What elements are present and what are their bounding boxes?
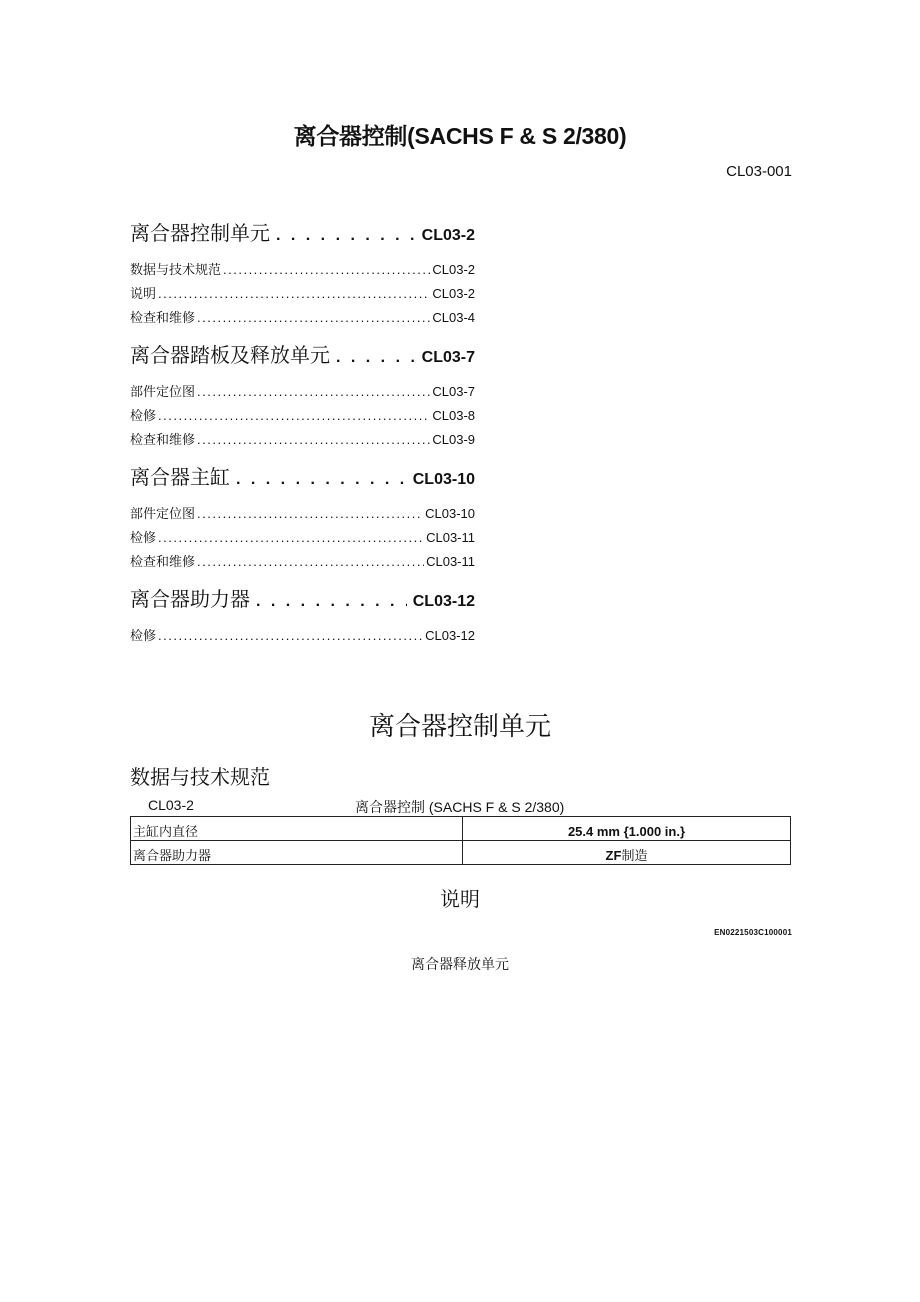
toc-item-label: 检查和维修	[130, 555, 196, 570]
toc-leader-dots	[158, 404, 430, 428]
table-row	[131, 841, 791, 865]
toc-heading-page: CL03-7	[421, 349, 475, 366]
toc-item-label: 检查和维修	[130, 433, 196, 448]
toc-heading-label: 离合器主缸	[130, 467, 230, 489]
toc-section	[130, 216, 475, 338]
toc-leader-dots	[236, 462, 407, 498]
toc-leader-dots	[223, 258, 430, 282]
toc-item-link[interactable]	[130, 380, 475, 404]
toc-section	[130, 460, 475, 582]
toc-item-page: CL03-2	[432, 262, 475, 277]
toc-item-label: 检修	[130, 531, 157, 546]
description-code: EN0221503C100001	[714, 928, 792, 937]
toc-leader-dots	[197, 380, 430, 404]
toc-item-page: CL03-11	[426, 530, 475, 545]
toc-item-link[interactable]	[130, 428, 475, 452]
toc-leader-dots	[276, 218, 416, 254]
toc-heading-label: 离合器踏板及释放单元	[130, 345, 330, 367]
toc-item-link[interactable]	[130, 258, 475, 282]
toc-heading-label: 离合器控制单元	[130, 223, 270, 245]
toc-leader-dots	[336, 340, 416, 376]
toc-item-label: 说明	[130, 287, 157, 302]
toc-item-page: CL03-2	[432, 286, 475, 301]
page-reference-title: 离合器控制 (SACHS F & S 2/380)	[355, 799, 565, 815]
spec-value-bold: 25.4 mm {1.000 in.}	[567, 824, 686, 839]
toc-heading-link[interactable]	[130, 338, 475, 374]
toc-item-label: 检修	[130, 409, 157, 424]
toc-item-link[interactable]	[130, 624, 475, 648]
toc-leader-dots	[256, 584, 407, 620]
toc-item-page: CL03-11	[426, 554, 475, 569]
description-title: 说明	[440, 889, 480, 911]
toc-item-page: CL03-4	[432, 310, 475, 325]
toc-heading-link[interactable]	[130, 460, 475, 496]
toc-item-page: CL03-8	[432, 408, 475, 423]
toc-item-link[interactable]	[130, 526, 475, 550]
toc-item-page: CL03-9	[432, 432, 475, 447]
spec-table	[130, 816, 791, 865]
toc-item-page: CL03-10	[425, 506, 475, 521]
toc-section	[130, 338, 475, 460]
toc-leader-dots	[197, 550, 424, 574]
toc-item-label: 部件定位图	[130, 507, 196, 522]
spec-value	[463, 841, 791, 865]
toc-item-link[interactable]	[130, 404, 475, 428]
page-reference-code: CL03-2	[148, 797, 194, 813]
toc-heading-page: CL03-10	[412, 471, 475, 488]
subsection-title: 数据与技术规范	[130, 767, 270, 789]
toc-heading-page: CL03-12	[412, 593, 475, 610]
section-title: 离合器控制单元	[368, 711, 551, 741]
table-of-contents	[130, 216, 475, 648]
toc-item-label: 检修	[130, 629, 157, 644]
toc-item-link[interactable]	[130, 282, 475, 306]
toc-leader-dots	[158, 624, 423, 648]
toc-section	[130, 582, 475, 648]
toc-item-page: CL03-7	[432, 384, 475, 399]
toc-item-label: 部件定位图	[130, 385, 196, 400]
toc-item-link[interactable]	[130, 306, 475, 330]
toc-heading-link[interactable]	[130, 582, 475, 618]
toc-item-page: CL03-12	[425, 628, 475, 643]
toc-leader-dots	[158, 526, 424, 550]
toc-heading-label: 离合器助力器	[130, 589, 250, 611]
table-row	[131, 817, 791, 841]
toc-heading-page: CL03-2	[421, 227, 475, 244]
spec-value-bold: ZF	[605, 848, 622, 863]
toc-leader-dots	[158, 282, 430, 306]
toc-leader-dots	[197, 502, 423, 526]
spec-key: 离合器助力器	[131, 841, 463, 865]
spec-key: 主缸内直径	[131, 817, 463, 841]
toc-heading-link[interactable]	[130, 216, 475, 252]
toc-leader-dots	[197, 428, 430, 452]
figure-caption: 离合器释放单元	[411, 957, 509, 973]
toc-item-link[interactable]	[130, 550, 475, 574]
spec-value	[463, 817, 791, 841]
toc-item-link[interactable]	[130, 502, 475, 526]
toc-item-label: 检查和维修	[130, 311, 196, 326]
toc-leader-dots	[197, 306, 430, 330]
document-title: 离合器控制(SACHS F & S 2/380)	[293, 123, 627, 149]
spec-value-plain: 制造	[621, 849, 648, 864]
document-code: CL03-001	[726, 163, 792, 180]
toc-item-label: 数据与技术规范	[130, 263, 222, 278]
